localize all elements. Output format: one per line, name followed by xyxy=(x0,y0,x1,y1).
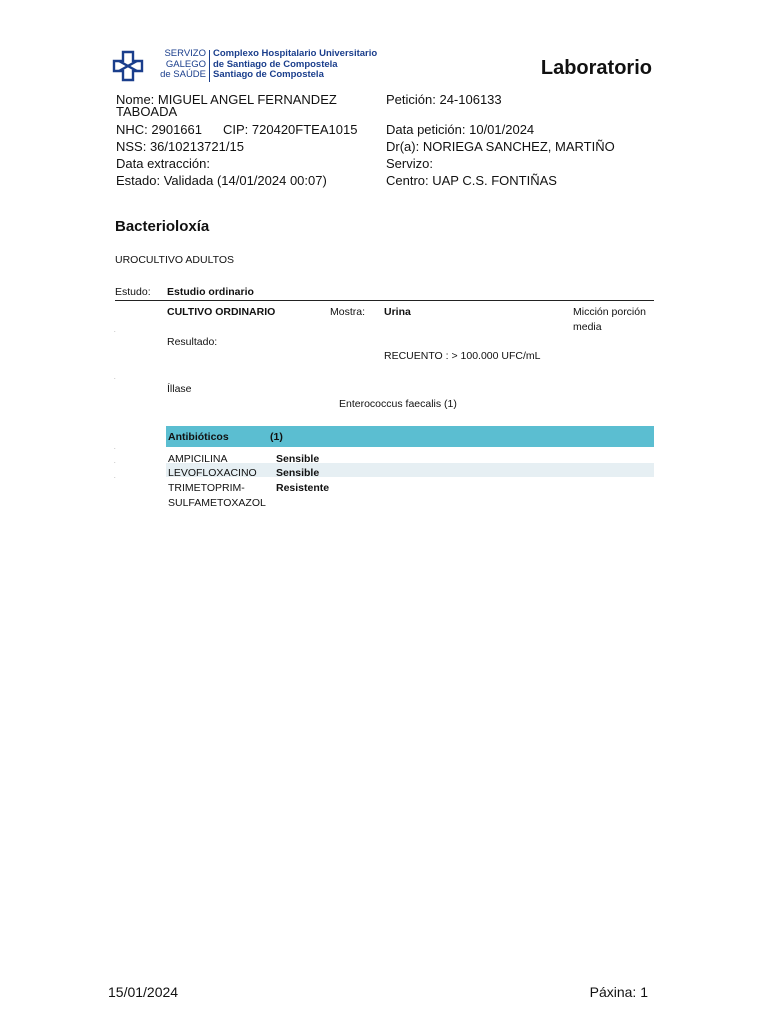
servizo: Servizo: xyxy=(386,156,433,171)
row-marker: . xyxy=(114,445,116,451)
patient-name: Nome: MIGUEL ANGEL FERNANDEZ xyxy=(116,92,337,107)
patient-name-cont: TABOADA xyxy=(116,104,178,119)
antibiotic-name: TRIMETOPRIM- xyxy=(168,482,245,494)
antibiotic-name-cont: SULFAMETOXAZOL xyxy=(168,497,266,509)
miccion-line1: Micción porción xyxy=(573,306,646,318)
mostra-value: Urina xyxy=(384,306,411,318)
patient-nhc: NHC: 2901661 xyxy=(116,122,202,137)
logo-servizo-text: SERVIZO GALEGO de SAÚDE xyxy=(160,48,206,80)
mostra-label: Mostra: xyxy=(330,306,366,318)
doctor: Dr(a): NORIEGA SANCHEZ, MARTIÑO xyxy=(386,139,615,154)
antibiotic-name: AMPICILINA xyxy=(168,453,228,465)
peticion: Petición: 24-106133 xyxy=(386,92,502,107)
patient-cip: CIP: 720420FTEA1015 xyxy=(223,122,358,137)
institution-logo xyxy=(112,48,378,84)
centro: Centro: UAP C.S. FONTIÑAS xyxy=(386,173,557,188)
antibiotic-result: Sensible xyxy=(276,453,320,465)
organism-value: Enterococcus faecalis (1) xyxy=(339,398,457,410)
section-title: Bacterioloxía xyxy=(115,218,210,235)
recuento-value: RECUENTO : > 100.000 UFC/mL xyxy=(384,350,541,362)
miccion-line2: media xyxy=(573,321,602,333)
data-extraccion: Data extracción: xyxy=(116,156,210,171)
logo-divider xyxy=(209,50,210,82)
sergas-cross-icon xyxy=(112,50,144,82)
data-peticion: Data petición: 10/01/2024 xyxy=(386,122,535,137)
antibiotics-header-col: (1) xyxy=(270,431,283,443)
antibiotics-header xyxy=(166,426,654,447)
footer-page: Páxina: 1 xyxy=(589,984,648,1000)
row-marker: . xyxy=(114,375,116,381)
study-divider xyxy=(115,300,654,301)
logo-hospital-text: Complexo Hospitalario Universitario de Santiago de Compostela Santiago de Compostela xyxy=(213,48,378,80)
footer-date: 15/01/2024 xyxy=(108,984,179,1000)
estudo-value: Estudio ordinario xyxy=(167,286,254,298)
antibiotics-header-label: Antibióticos xyxy=(168,431,229,443)
section-subtitle: UROCULTIVO ADULTOS xyxy=(115,254,235,266)
cultivo-title: CULTIVO ORDINARIO xyxy=(167,306,276,318)
document-title: Laboratorio xyxy=(540,57,652,79)
antibiotic-result: Sensible xyxy=(276,467,320,479)
estado: Estado: Validada (14/01/2024 00:07) xyxy=(116,173,327,188)
illase-label: Íllase xyxy=(167,383,192,395)
row-marker: . xyxy=(114,328,116,334)
row-marker: . xyxy=(114,474,116,480)
resultado-label: Resultado: xyxy=(167,336,218,348)
row-marker: . xyxy=(114,459,116,465)
estudo-label: Estudo: xyxy=(115,286,151,298)
patient-nss: NSS: 36/10213721/15 xyxy=(116,139,244,154)
antibiotic-name: LEVOFLOXACINO xyxy=(168,467,257,479)
antibiotic-result: Resistente xyxy=(276,482,330,494)
